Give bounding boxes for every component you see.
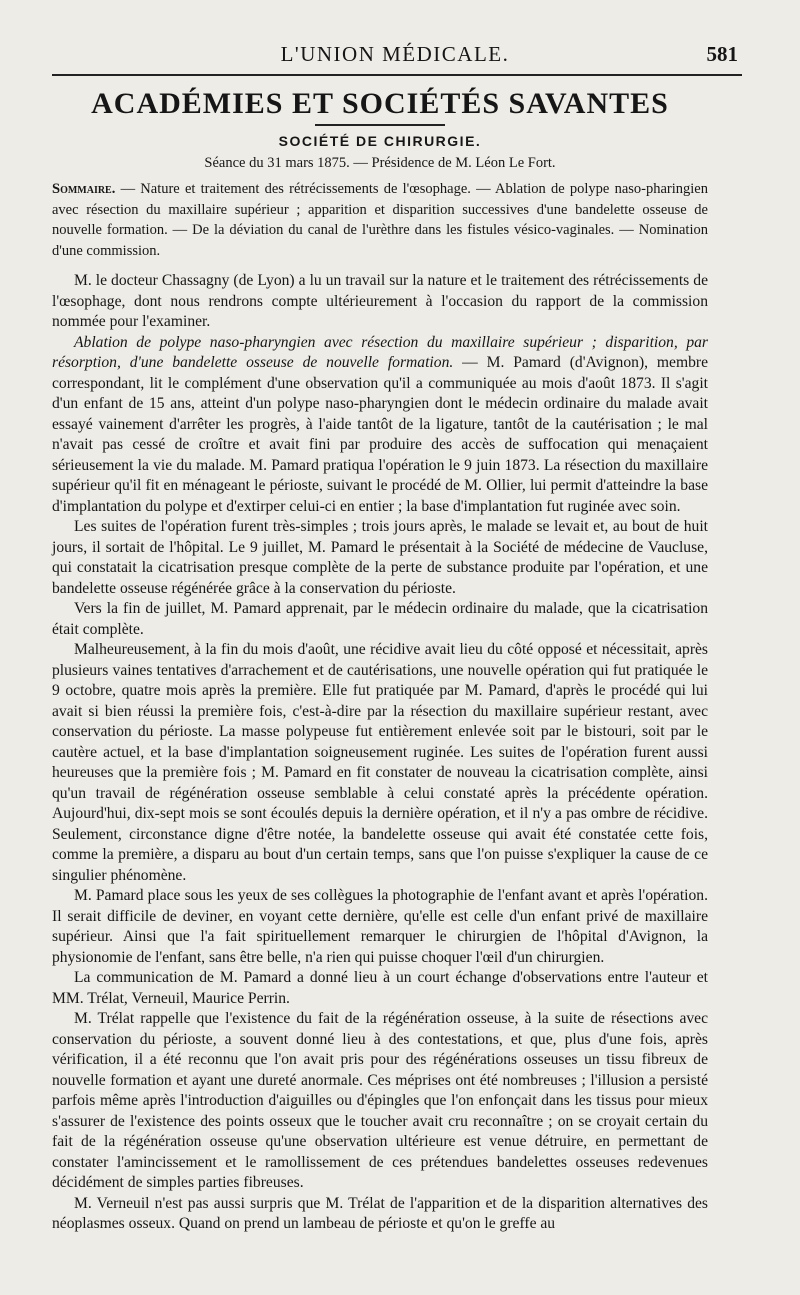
paragraph-text: M. Verneuil n'est pas aussi surpris que M. Trélat de l'apparition et de la disparition alternatives des néoplasmes osseux. Quand on prend un lambeau de périoste et qu'on le greffe au [52,1194,708,1232]
summary-text: — Nature et traitement des rétrécissements de l'œsophage. — Ablation de polype naso-pharingien avec résection du maxillaire supérieur ; apparition et disparition successives d'une bandelette osseuse de nouvelle formation. — De la déviation du canal de l'urèthre dans les fistules vésico-vaginales. — Nomination d'une commission. [52,181,708,259]
paragraph [52,1194,708,1235]
subsection-heading: Ablation de polype naso-pharyngien avec résection du maxillaire supérieur ; disparition, par résorption, d'une bandelette osseuse de nouvelle formation. [52,333,708,371]
summary-label: Sommaire. [52,181,116,197]
article-content [52,84,708,1235]
paragraph [52,599,708,640]
paragraph-text: Vers la fin de juillet, M. Pamard apprenait, par le médecin ordinaire du malade, que la cicatrisation était complète. [52,600,708,638]
paragraph [52,271,708,333]
paragraph-text: M. Pamard place sous les yeux de ses collègues la photographie de l'enfant avant et après l'opération. Il serait difficile de deviner, en voyant cette dernière, qu'elle est celle d'un enfant privé de maxillaire supérieur. Ainsi que l'a fait spirituellement remarquer le chirurgien de l'hôpital d'Avignon, la physionomie de l'enfant, sans être belle, n'a rien qui puisse choquer l'œil d'un chirurgien. [52,887,708,966]
header-rule [52,74,742,76]
article-body [52,271,708,1235]
paragraph [52,640,708,886]
session-line: Séance du 31 mars 1875. — Présidence de M. Léon Le Fort. [204,155,556,171]
paragraph [52,968,708,1009]
paragraph-text: Malheureusement, à la fin du mois d'août, une récidive avait lieu du côté opposé et nécessitait, après plusieurs vaines tentatives d'arrachement et de cautérisations, une nouvelle opération qui fut pratiquée le 9 octobre, quatre mois après la première. Elle fut pratiquée par M. Pamard, d'après le procédé qui lui avait si bien réussi la première fois, c'est-à-dire par la résection du maxillaire supérieur restant, avec conservation du périoste. La masse polypeuse fut entièrement enlevée soit par le bistouri, soit par le cautère actuel, et la base d'implantation soigneusement ruginée. Les suites de l'opération furent aussi heureuses que la première fois ; M. Pamard en fit constater de nouveau la cicatrisation complète, ainsi qu'un travail de régénération osseuse semblable à celui constaté après la précédente opération. Aujourd'hui, dix-sept mois se sont écoulés depuis la dernière opération, et il n'y a pas ombre de récidive. Seulement, circonstance digne d'être notée, la bandelette osseuse qui avait été constatée cette fois, comme la première, a disparu au bout d'un certain temps, sans que l'on puisse s'expliquer la cause de ce singulier phénomène. [52,641,708,884]
paragraph [52,886,708,968]
paragraph-text: — M. Pamard (d'Avignon), membre correspondant, lit le complément d'une observation qu'il a communiquée au mois d'août 1873. Il s'agit d'un enfant de 15 ans, atteint d'un polype naso-pharyngien dont le médecin ordinaire du malade avait essayé vainement d'arrêter les progrès, à l'aide tantôt de la ligature, tantôt de la cautérisation ; le mal n'avait pas cessé de croître et avait fini par produire des accès de suffocation qui menaçaient sérieusement la vie du malade. M. Pamard pratiqua l'opération le 9 juin 1873. La résection du maxillaire supérieur qu'il fit en ménageant le périoste, suivant le procédé de M. Ollier, lui permit d'atteindre la base d'implantation du polype et d'extirper celui-ci en entier ; la base d'implantation fut ruginée avec soin. [52,354,708,515]
section-title: ACADÉMIES ET SOCIÉTÉS SAVANTES [91,87,669,120]
paragraph-text: La communication de M. Pamard a donné lieu à un court échange d'observations entre l'auteur et MM. Trélat, Verneuil, Maurice Perrin. [52,969,708,1007]
paragraph-text: M. le docteur Chassagny (de Lyon) a lu un travail sur la nature et le traitement des rétrécissements de l'œsophage, dont nous rendrons compte ultérieurement à l'occasion du rapport de la commission nommée pour l'examiner. [52,272,708,330]
running-title: L'UNION MÉDICALE. [280,42,510,66]
society-heading: SOCIÉTÉ DE CHIRURGIE. [278,133,482,149]
summary [52,179,708,261]
title-rule [315,124,445,126]
paragraph [52,1009,708,1194]
page-number: 581 [706,42,738,66]
running-header [52,42,738,72]
paragraph [52,333,708,518]
paragraph [52,517,708,599]
paragraph-text: Les suites de l'opération furent très-simples ; trois jours après, le malade se levait et, au bout de huit jours, il sortait de l'hôpital. Le 9 juillet, M. Pamard le présentait à la Société de médecine de Vaucluse, qui constatait la cicatrisation presque complète de la perte de substance produite par l'opération, et une bandelette osseuse régénérée grâce à la conservation du périoste. [52,518,708,597]
paragraph-text: M. Trélat rappelle que l'existence du fait de la régénération osseuse, à la suite de résections avec conservation du périoste, a souvent donné lieu à des contestations, et que, plus d'une fois, après vérification, il a été reconnu que l'on avait pris pour des régénérations osseuses un tissu fibreux de nouvelle formation et ayant une dureté anormale. Ces méprises ont été nombreuses ; l'illusion a persisté parfois même après l'introduction d'aiguilles ou d'épingles que l'on enfonçait dans les tissus pour mieux s'assurer de l'existence des points osseux que le toucher avait cru reconnaître ; on se croyait certain du fait de la régénération osseuse qu'une observation ultérieure est venue détruire, en permettant de constater l'amincissement et le ramollissement de ces prétendues bandelettes osseuses redevenues décidément de simples parties fibreuses. [52,1010,708,1191]
